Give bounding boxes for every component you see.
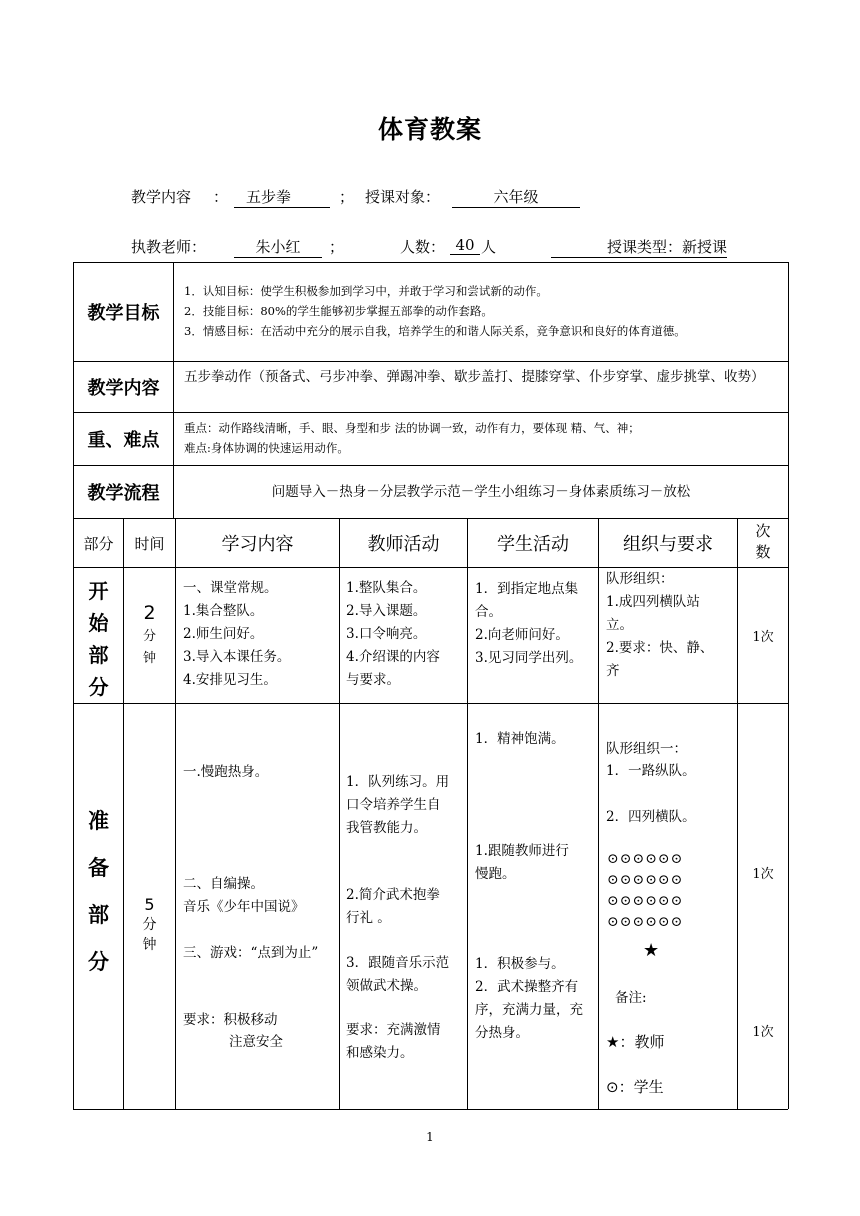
- dot-row: ⊙⊙⊙⊙⊙⊙: [607, 893, 684, 909]
- section2-note: 备注:: [615, 990, 647, 1006]
- goals-list: [184, 281, 784, 341]
- content-sep: ：: [213, 188, 229, 206]
- teacher-star-icon: ★: [643, 940, 660, 961]
- section2-learn-3: 音乐《少年中国说》: [183, 899, 305, 915]
- section1-part: 开 始 部 分: [88, 579, 109, 699]
- audience-label: 授课对象：: [365, 188, 441, 206]
- goal-item: 2．技能目标：80%的学生能够初步掌握五部拳的动作套路。: [184, 304, 493, 318]
- section2-student-2: 1.跟随教师进行 慢跑。: [475, 843, 569, 882]
- section1-org: 队形组织： 1.成四列横队站 立。 2.要求：快、静、 齐: [606, 571, 714, 679]
- section2-times-1: 1次: [752, 867, 774, 882]
- section1-time: 2 分 钟: [142, 602, 156, 666]
- section2-learn-6: 注意安全: [229, 1034, 283, 1050]
- col-learn: 学习内容: [221, 534, 294, 555]
- keypoints-text: [184, 418, 784, 458]
- goals-label: 教学目标: [87, 303, 160, 324]
- lesson-type: 授课类型：新授课: [551, 236, 727, 258]
- section2-teacher-3: 3．跟随音乐示范 领做武术操。: [346, 955, 450, 994]
- flow-label: 教学流程: [87, 483, 160, 504]
- teacher-value: 朱小红: [234, 236, 322, 258]
- col-teacher: 教师活动: [367, 534, 440, 555]
- count-value: 40: [450, 236, 480, 255]
- legend-student: ⊙：学生: [606, 1078, 664, 1096]
- col-org: 组织与要求: [623, 534, 713, 555]
- count-unit: 人: [481, 238, 497, 256]
- section2-times-2: 1次: [752, 1025, 774, 1040]
- flow-text: 问题导入－热身－分层教学示范－学生小组练习－身体素质练习－放松: [271, 484, 691, 500]
- section1-times: 1次: [752, 630, 774, 645]
- section2-teacher-4: 要求：充满激情 和感染力。: [346, 1022, 441, 1061]
- page-title: 体育教案: [377, 115, 482, 144]
- section1-student: 1．到指定地点集 合。 2.向老师问好。 3.见习同学出列。: [475, 581, 583, 666]
- difficulty-line: 难点:身体协调的快速运用动作。: [184, 441, 349, 455]
- section2-learn-1: 一.慢跑热身。: [183, 764, 269, 780]
- section1-teacher: 1.整队集合。 2.导入课题。 3.口令响亮。 4.介绍课的内容 与要求。: [346, 580, 440, 688]
- section2-part: 准 备 部 分: [88, 809, 109, 974]
- col-time: 时间: [134, 534, 165, 553]
- section1-learn: 一、课堂常规。 1.集合整队。 2.师生问好。 3.导入本课任务。 4.安排见习生。: [183, 580, 291, 688]
- section2-learn-2: 二、自编操。: [183, 876, 264, 892]
- count-label: 人数：: [400, 238, 446, 256]
- section2-org-3: 2．四列横队。: [606, 809, 696, 825]
- legend-teacher: ★：教师: [606, 1033, 665, 1051]
- teacher-label: 执教老师：: [131, 238, 207, 256]
- section2-student-3: 1．积极参与。 2．武术操整齐有 序，充满力量，充 分热身。: [475, 956, 583, 1041]
- keypoint-line: 重点：动作路线清晰，手、眼、身型和步 法的协调一致，动作有力，要体现 精、气、神；: [184, 421, 640, 435]
- section2-org-2: 1．一路纵队。: [606, 763, 696, 779]
- audience-value: 六年级: [452, 186, 580, 208]
- dot-row: ⊙⊙⊙⊙⊙⊙: [607, 872, 684, 888]
- semicolon-2: ；: [329, 238, 345, 256]
- section2-teacher-1: 1．队列练习。用 口令培养学生自 我管教能力。: [346, 774, 450, 836]
- goal-item: 1．认知目标：使学生积极参加到学习中，并敢于学习和尝试新的动作。: [184, 284, 548, 298]
- goal-item: 3．情感目标：在活动中充分的展示自我，培养学生的和谐人际关系，竞争意识和良好的体育道德。: [184, 324, 686, 338]
- content-row-text: 五步拳动作（预备式、弓步冲拳、弹踢冲拳、歇步盖打、提膝穿掌、仆步穿掌、虚步挑掌、收势）: [184, 369, 765, 385]
- semicolon-1: ；: [339, 188, 355, 206]
- keypoints-label: 重、难点: [87, 430, 160, 451]
- page-number: 1: [426, 1130, 434, 1144]
- content-value: 五步拳: [234, 186, 330, 208]
- section2-student-1: 1．精神饱满。: [475, 731, 565, 747]
- formation-dots: [607, 849, 737, 933]
- section2-time: 5 分 钟: [142, 895, 157, 953]
- dot-row: ⊙⊙⊙⊙⊙⊙: [607, 914, 684, 930]
- section2-learn-4: 三、游戏：“点到为止”: [183, 945, 319, 961]
- section2-learn-5: 要求：积极移动: [183, 1012, 278, 1028]
- section2-org-1: 队形组织一：: [606, 741, 687, 757]
- section2-teacher-2: 2.简介武术抱拳 行礼 。: [346, 887, 440, 926]
- col-student: 学生活动: [497, 534, 569, 555]
- dot-row: ⊙⊙⊙⊙⊙⊙: [607, 851, 684, 867]
- content-label: 教学内容: [131, 188, 192, 206]
- content-row-label: 教学内容: [87, 378, 160, 399]
- col-part: 部分: [83, 534, 114, 553]
- col-times: 次 数: [755, 522, 771, 561]
